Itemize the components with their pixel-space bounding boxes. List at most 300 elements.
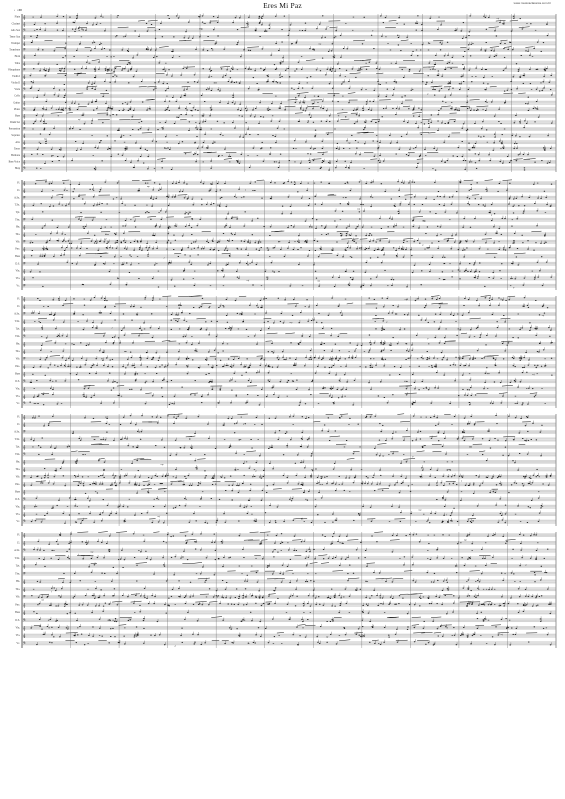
- note-head: [359, 198, 361, 199]
- note-head: [523, 211, 525, 212]
- note-head: [446, 359, 448, 360]
- instrument-label: Fl.: [17, 297, 20, 301]
- note-head: [128, 110, 130, 111]
- note-head: [413, 220, 415, 221]
- note-head: [350, 190, 352, 191]
- note-head: [387, 226, 389, 227]
- note-head: [519, 358, 521, 359]
- note-head: [302, 102, 304, 103]
- note-head: [112, 337, 114, 338]
- note-head: [152, 199, 154, 200]
- rest-symbol: [387, 285, 388, 286]
- note-head: [215, 359, 217, 360]
- rest-symbol: [439, 278, 440, 279]
- note-head: [136, 55, 138, 56]
- note-head: [186, 109, 188, 110]
- note-head: [295, 359, 297, 360]
- note-head: [263, 117, 265, 118]
- note-head: [427, 247, 429, 248]
- note-head: [247, 129, 249, 130]
- note-head: [470, 184, 472, 185]
- rest-symbol: [424, 249, 425, 250]
- note-head: [321, 322, 323, 323]
- note-head: [351, 257, 353, 258]
- note-head: [385, 96, 387, 97]
- note-head: [424, 221, 426, 222]
- note-head: [83, 226, 85, 227]
- note-head: [414, 265, 416, 266]
- note-head: [325, 29, 327, 30]
- rest-symbol: [204, 23, 205, 24]
- note-head: [283, 359, 285, 360]
- note-head: [524, 169, 526, 170]
- note-head: [129, 63, 131, 64]
- note-head: [281, 76, 283, 77]
- note-head: [337, 336, 339, 337]
- note-head: [35, 183, 37, 184]
- note-head: [470, 189, 472, 190]
- note-head: [194, 74, 196, 75]
- note-head: [372, 240, 374, 241]
- rest-symbol: [537, 183, 538, 184]
- note-head: [121, 264, 123, 265]
- note-head: [214, 142, 216, 143]
- note-head: [413, 115, 415, 116]
- note-head: [453, 315, 455, 316]
- note-head: [345, 116, 347, 117]
- note-head: [131, 320, 133, 321]
- note-head: [130, 352, 132, 353]
- note-head: [236, 82, 238, 83]
- note-beam: [75, 216, 83, 217]
- rest-symbol: [406, 241, 407, 242]
- rest-symbol: [482, 109, 483, 110]
- note-head: [533, 184, 535, 185]
- note-head: [57, 96, 59, 97]
- note-head: [528, 197, 530, 198]
- rest-symbol: [365, 63, 366, 64]
- note-head: [76, 367, 78, 368]
- note-head: [320, 249, 322, 250]
- note-head: [503, 315, 505, 316]
- note-head: [372, 182, 374, 183]
- note-head: [395, 153, 397, 154]
- note-head: [121, 241, 123, 242]
- clef-icon: 𝄞: [23, 232, 26, 238]
- note-head: [261, 24, 263, 25]
- rest-symbol: [38, 321, 39, 322]
- note-head: [451, 276, 453, 277]
- note-head: [415, 123, 417, 124]
- note-head: [250, 50, 252, 51]
- note-head: [543, 88, 545, 89]
- rest-symbol: [95, 69, 96, 70]
- note-head: [370, 367, 372, 368]
- note-head: [527, 51, 529, 52]
- note-beam: [220, 66, 230, 67]
- note-head: [327, 134, 329, 135]
- note-head: [309, 336, 311, 337]
- note-head: [179, 308, 181, 309]
- note-head: [381, 328, 383, 329]
- note-head: [441, 76, 443, 77]
- note-head: [339, 75, 341, 76]
- note-head: [202, 121, 204, 122]
- note-head: [106, 203, 108, 204]
- note-head: [122, 110, 124, 111]
- note-head: [124, 68, 126, 69]
- dynamic-marking: p: [327, 25, 329, 29]
- note-head: [218, 155, 220, 156]
- rest-symbol: [84, 299, 85, 300]
- note-head: [141, 330, 143, 331]
- note-head: [191, 227, 193, 228]
- note-head: [56, 23, 58, 24]
- note-head: [227, 103, 229, 104]
- note-head: [211, 321, 213, 322]
- note-head: [172, 97, 174, 98]
- note-head: [439, 307, 441, 308]
- note-head: [65, 300, 67, 301]
- note-head: [133, 110, 135, 111]
- note-head: [550, 277, 552, 278]
- note-head: [171, 320, 173, 321]
- note-head: [186, 89, 188, 90]
- note-head: [154, 182, 156, 183]
- note-head: [161, 219, 163, 220]
- note-head: [384, 270, 386, 271]
- note-head: [447, 83, 449, 84]
- note-head: [176, 101, 178, 102]
- note-head: [146, 243, 148, 244]
- rest-symbol: [261, 285, 262, 286]
- note-head: [492, 272, 494, 273]
- note-head: [444, 212, 446, 213]
- note-head: [398, 44, 400, 45]
- note-head: [324, 343, 326, 344]
- note-head: [320, 70, 322, 71]
- note-head: [79, 255, 81, 256]
- note-head: [392, 337, 394, 338]
- note-head: [65, 75, 67, 76]
- note-head: [500, 123, 502, 124]
- note-head: [412, 51, 414, 52]
- note-head: [96, 243, 98, 244]
- note-head: [340, 235, 342, 236]
- note-head: [223, 122, 225, 123]
- note-head: [237, 29, 239, 30]
- note-head: [398, 37, 400, 38]
- note-head: [435, 64, 437, 65]
- note-head: [151, 24, 153, 25]
- note-head: [256, 83, 258, 84]
- note-head: [179, 191, 181, 192]
- note-head: [380, 351, 382, 352]
- rest-symbol: [411, 43, 412, 44]
- note-head: [256, 249, 258, 250]
- note-head: [459, 278, 461, 279]
- note-head: [58, 298, 60, 299]
- note-head: [351, 279, 353, 280]
- note-head: [113, 199, 115, 200]
- note-head: [346, 48, 348, 49]
- note-head: [164, 71, 166, 72]
- rest-symbol: [81, 37, 82, 38]
- note-head: [73, 298, 75, 299]
- note-head: [225, 218, 227, 219]
- note-head: [254, 70, 256, 71]
- note-head: [201, 204, 203, 205]
- note-head: [131, 357, 133, 358]
- note-head: [394, 206, 396, 207]
- note-head: [317, 366, 319, 367]
- note-head: [408, 358, 410, 359]
- rest-symbol: [413, 148, 414, 149]
- note-head: [315, 228, 317, 229]
- note-head: [304, 30, 306, 31]
- note-head: [300, 109, 302, 110]
- note-head: [331, 328, 333, 329]
- note-head: [491, 299, 493, 300]
- note-head: [45, 75, 47, 76]
- note-head: [153, 89, 155, 90]
- note-head: [241, 249, 243, 250]
- rest-symbol: [365, 89, 366, 90]
- note-head: [191, 234, 193, 235]
- note-head: [514, 278, 516, 279]
- note-head: [411, 255, 413, 256]
- note-head: [257, 218, 259, 219]
- note-beam: [376, 73, 383, 74]
- rest-symbol: [148, 212, 149, 213]
- note-head: [33, 68, 35, 69]
- note-head: [63, 156, 65, 157]
- note-head: [132, 57, 134, 58]
- rest-symbol: [106, 219, 107, 220]
- note-head: [550, 148, 552, 149]
- note-head: [57, 156, 59, 157]
- note-head: [114, 140, 116, 141]
- note-beam: [481, 296, 491, 297]
- clef-icon: 𝄢: [23, 311, 26, 317]
- note-head: [208, 307, 210, 308]
- note-head: [251, 220, 253, 221]
- note-head: [182, 235, 184, 236]
- note-head: [155, 226, 157, 227]
- note-head: [382, 320, 384, 321]
- note-head: [427, 226, 429, 227]
- note-head: [273, 352, 275, 353]
- note-head: [92, 42, 94, 43]
- note-head: [226, 315, 228, 316]
- note-head: [290, 206, 292, 207]
- note-head: [411, 350, 413, 351]
- note-head: [301, 69, 303, 70]
- note-head: [30, 36, 32, 37]
- note-head: [321, 204, 323, 205]
- note-head: [197, 82, 199, 83]
- note-head: [221, 270, 223, 271]
- note-head: [401, 103, 403, 104]
- note-head: [80, 243, 82, 244]
- note-head: [411, 55, 413, 56]
- note-head: [396, 256, 398, 257]
- note-head: [62, 335, 64, 336]
- note-head: [455, 109, 457, 110]
- rest-symbol: [192, 116, 193, 117]
- note-head: [284, 256, 286, 257]
- note-head: [136, 314, 138, 315]
- note-head: [340, 35, 342, 36]
- note-head: [84, 123, 86, 124]
- note-head: [103, 352, 105, 353]
- note-head: [52, 220, 54, 221]
- note-beam: [500, 318, 510, 319]
- rest-symbol: [252, 190, 253, 191]
- note-head: [546, 24, 548, 25]
- note-head: [389, 135, 391, 136]
- note-head: [491, 204, 493, 205]
- note-head: [518, 264, 520, 265]
- note-head: [434, 321, 436, 322]
- note-head: [158, 360, 160, 361]
- note-head: [406, 134, 408, 135]
- note-head: [529, 136, 531, 137]
- note-head: [60, 109, 62, 110]
- rest-symbol: [349, 148, 350, 149]
- note-head: [523, 75, 525, 76]
- note-head: [470, 329, 472, 330]
- note-head: [160, 210, 162, 211]
- rest-symbol: [284, 129, 285, 130]
- note-head: [92, 322, 94, 323]
- note-head: [221, 197, 223, 198]
- note-head: [443, 196, 445, 197]
- rest-symbol: [412, 89, 413, 90]
- rest-symbol: [249, 263, 250, 264]
- rest-symbol: [229, 162, 230, 163]
- note-head: [401, 136, 403, 137]
- note-head: [321, 225, 323, 226]
- note-beam: [224, 158, 232, 159]
- note-head: [503, 48, 505, 49]
- rest-symbol: [472, 43, 473, 44]
- note-head: [81, 358, 83, 359]
- note-head: [406, 37, 408, 38]
- note-head: [318, 286, 320, 287]
- note-head: [168, 205, 170, 206]
- instrument-label: Violin I: [12, 74, 20, 78]
- note-head: [166, 83, 168, 84]
- rest-symbol: [345, 76, 346, 77]
- note-head: [437, 120, 439, 121]
- note-head: [235, 17, 237, 18]
- instrument-label: A.Sx.: [14, 196, 20, 200]
- note-head: [217, 22, 219, 23]
- note-head: [474, 271, 476, 272]
- note-head: [444, 343, 446, 344]
- note-head: [175, 364, 177, 365]
- note-head: [408, 155, 410, 156]
- note-head: [427, 357, 429, 358]
- note-head: [335, 167, 337, 168]
- note-head: [241, 116, 243, 117]
- note-head: [105, 182, 107, 183]
- note-head: [534, 162, 536, 163]
- note-head: [209, 115, 211, 116]
- rest-symbol: [120, 256, 121, 257]
- note-head: [537, 351, 539, 352]
- note-head: [534, 365, 536, 366]
- rest-symbol: [236, 197, 237, 198]
- note-head: [403, 242, 405, 243]
- rest-symbol: [272, 116, 273, 117]
- note-beam: [133, 216, 140, 217]
- rest-symbol: [165, 63, 166, 64]
- note-head: [491, 50, 493, 51]
- note-head: [147, 156, 149, 157]
- instrument-label: Cl.: [16, 189, 20, 193]
- note-head: [407, 122, 409, 123]
- clef-icon: 𝄞: [23, 21, 26, 27]
- note-head: [288, 242, 290, 243]
- note-head: [150, 198, 152, 199]
- note-head: [464, 51, 466, 52]
- instrument-label: D.S.: [15, 262, 20, 266]
- note-head: [126, 104, 128, 105]
- note-head: [355, 110, 357, 111]
- note-head: [104, 30, 106, 31]
- note-head: [421, 319, 423, 320]
- note-head: [310, 359, 312, 360]
- note-head: [309, 250, 311, 251]
- note-head: [379, 218, 381, 219]
- rest-symbol: [211, 129, 212, 130]
- note-head: [313, 148, 315, 149]
- note-head: [461, 128, 463, 129]
- note-head: [301, 198, 303, 199]
- note-head: [383, 108, 385, 109]
- note-head: [469, 162, 471, 163]
- rest-symbol: [373, 359, 374, 360]
- note-head: [455, 357, 457, 358]
- note-head: [503, 248, 505, 249]
- note-head: [288, 197, 290, 198]
- note-head: [478, 305, 480, 306]
- rest-symbol: [364, 351, 365, 352]
- note-head: [385, 108, 387, 109]
- note-head: [427, 75, 429, 76]
- note-head: [369, 233, 371, 234]
- note-head: [70, 243, 72, 244]
- note-head: [68, 204, 70, 205]
- note-head: [213, 249, 215, 250]
- note-head: [342, 256, 344, 257]
- note-head: [143, 163, 145, 164]
- note-head: [73, 198, 75, 199]
- note-head: [106, 110, 108, 111]
- note-head: [369, 62, 371, 63]
- note-head: [32, 82, 34, 83]
- note-beam: [524, 159, 535, 160]
- note-head: [45, 248, 47, 249]
- note-head: [269, 28, 271, 29]
- clef-icon: 𝄢: [23, 146, 26, 152]
- rest-symbol: [420, 50, 421, 51]
- note-head: [362, 204, 364, 205]
- note-head: [34, 24, 36, 25]
- note-head: [223, 49, 225, 50]
